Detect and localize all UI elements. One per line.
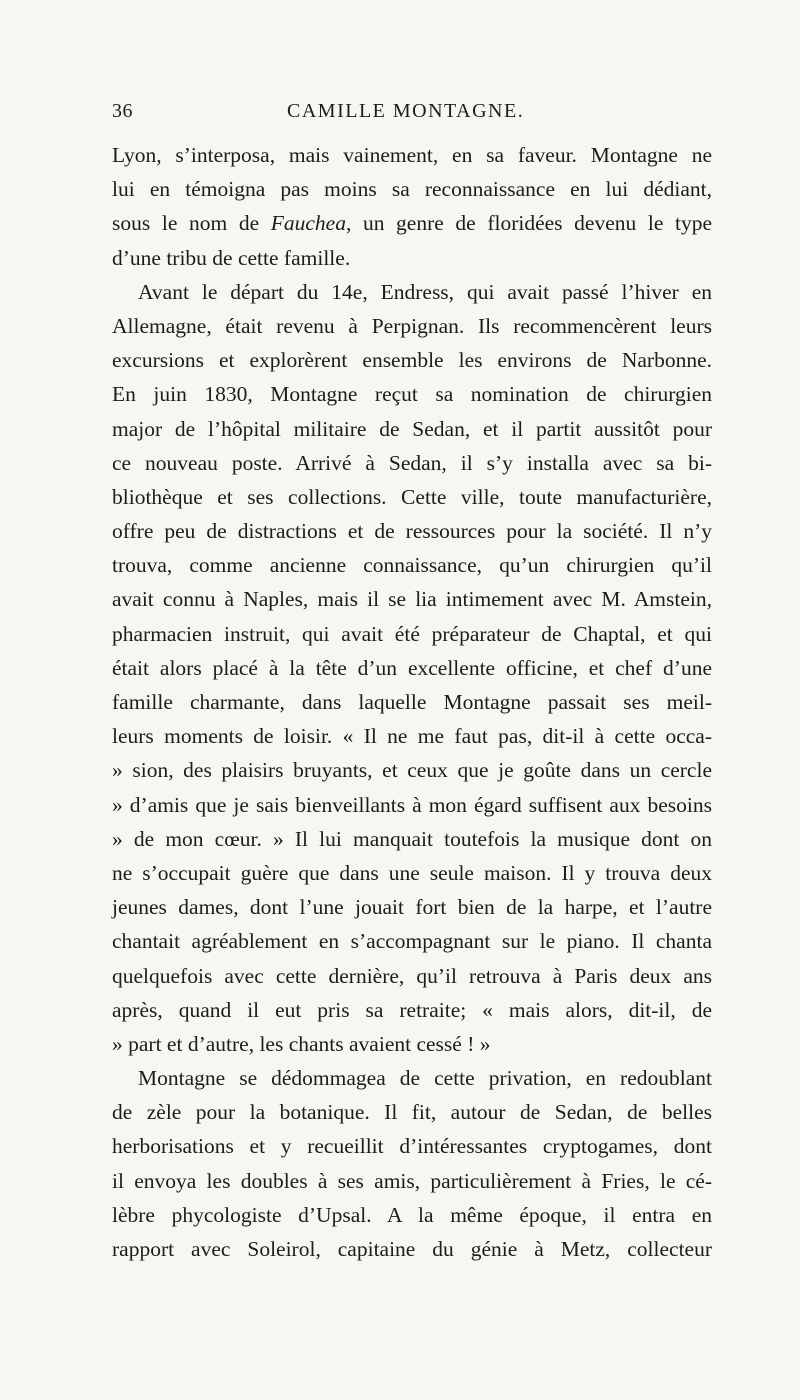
text-line: major de l’hôpital militaire de Sedan, et il partit aussitôt pour xyxy=(112,416,712,441)
text-line: il envoya les doubles à ses amis, particulièrement à Fries, le cé- xyxy=(112,1168,712,1193)
text-line: Allemagne, était revenu à Perpignan. Ils recommencèrent leurs xyxy=(112,313,712,338)
paragraph-start-line: Avant le départ du 14e, Endress, qui avait passé l’hiver en xyxy=(138,279,712,304)
running-title: CAMILLE MONTAGNE. xyxy=(287,100,525,122)
text-line: quelquefois avec cette dernière, qu’il retrouva à Paris deux ans xyxy=(112,963,712,988)
text-line: leurs moments de loisir. « Il ne me faut pas, dit-il à cette occa- xyxy=(112,724,712,749)
text-line: » sion, des plaisirs bruyants, et ceux que je goûte dans un cercle xyxy=(112,758,712,783)
text-line: ce nouveau poste. Arrivé à Sedan, il s’y installa avec sa bi- xyxy=(112,450,712,475)
text-line: trouva, comme ancienne connaissance, qu’un chirurgien qu’il xyxy=(112,553,712,578)
text-line: avait connu à Naples, mais il se lia intimement avec M. Amstein, xyxy=(112,587,712,612)
text-line: d’une tribu de cette famille. xyxy=(112,245,351,270)
text-line: était alors placé à la tête d’un excellente officine, et chef d’une xyxy=(112,655,712,680)
text-line: lui en témoigna pas moins sa reconnaissance en lui dédiant, xyxy=(112,177,712,202)
running-head xyxy=(112,100,712,130)
text-line: ne s’occupait guère que dans une seule maison. Il y trouva deux xyxy=(112,860,712,885)
text-line: » de mon cœur. » Il lui manquait toutefois la musique dont on xyxy=(112,826,712,851)
text-span: sous le nom de xyxy=(112,211,271,236)
text-line: de zèle pour la botanique. Il fit, autour de Sedan, de belles xyxy=(112,1100,712,1125)
text-line: bliothèque et ses collections. Cette ville, toute manufacturière, xyxy=(112,484,712,509)
text-line: rapport avec Soleirol, capitaine du génie à Metz, collecteur xyxy=(112,1237,712,1261)
page-number: 36 xyxy=(112,100,133,122)
text-line: excursions et explorèrent ensemble les environs de Narbonne. xyxy=(112,348,712,373)
text-line: En juin 1830, Montagne reçut sa nomination de chirurgien xyxy=(112,382,712,407)
text-span: , un genre de floridées devenu le type xyxy=(345,211,712,236)
text-line: Lyon, s’interposa, mais vainement, en sa faveur. Montagne ne xyxy=(112,143,712,167)
text-line: » part et d’autre, les chants avaient cessé ! » xyxy=(112,1031,491,1056)
text-line: herborisations et y recueillit d’intéressantes cryptogames, dont xyxy=(112,1134,712,1159)
text-line: famille charmante, dans laquelle Montagne passait ses meil- xyxy=(112,690,712,714)
genus-name: Fauchea xyxy=(270,211,346,236)
paragraph-start-line: Montagne se dédommagea de cette privation, en redoublant xyxy=(138,1066,712,1091)
body-text xyxy=(112,138,712,1266)
text-line: » d’amis que je sais bienveillants à mon égard suffisent aux besoins xyxy=(112,792,712,817)
text-line: lèbre phycologiste d’Upsal. A la même époque, il entra en xyxy=(112,1202,712,1227)
text-line: offre peu de distractions et de ressources pour la société. Il n’y xyxy=(112,519,712,544)
text-line: après, quand il eut pris sa retraite; « mais alors, dit-il, de xyxy=(112,997,712,1022)
text-line: chantait agréablement en s’accompagnant sur le piano. Il chanta xyxy=(112,929,712,954)
text-line: pharmacien instruit, qui avait été préparateur de Chaptal, et qui xyxy=(112,621,712,646)
text-line-with-italic xyxy=(112,206,712,240)
text-line: jeunes dames, dont l’une jouait fort bien de la harpe, et l’autre xyxy=(112,895,712,920)
